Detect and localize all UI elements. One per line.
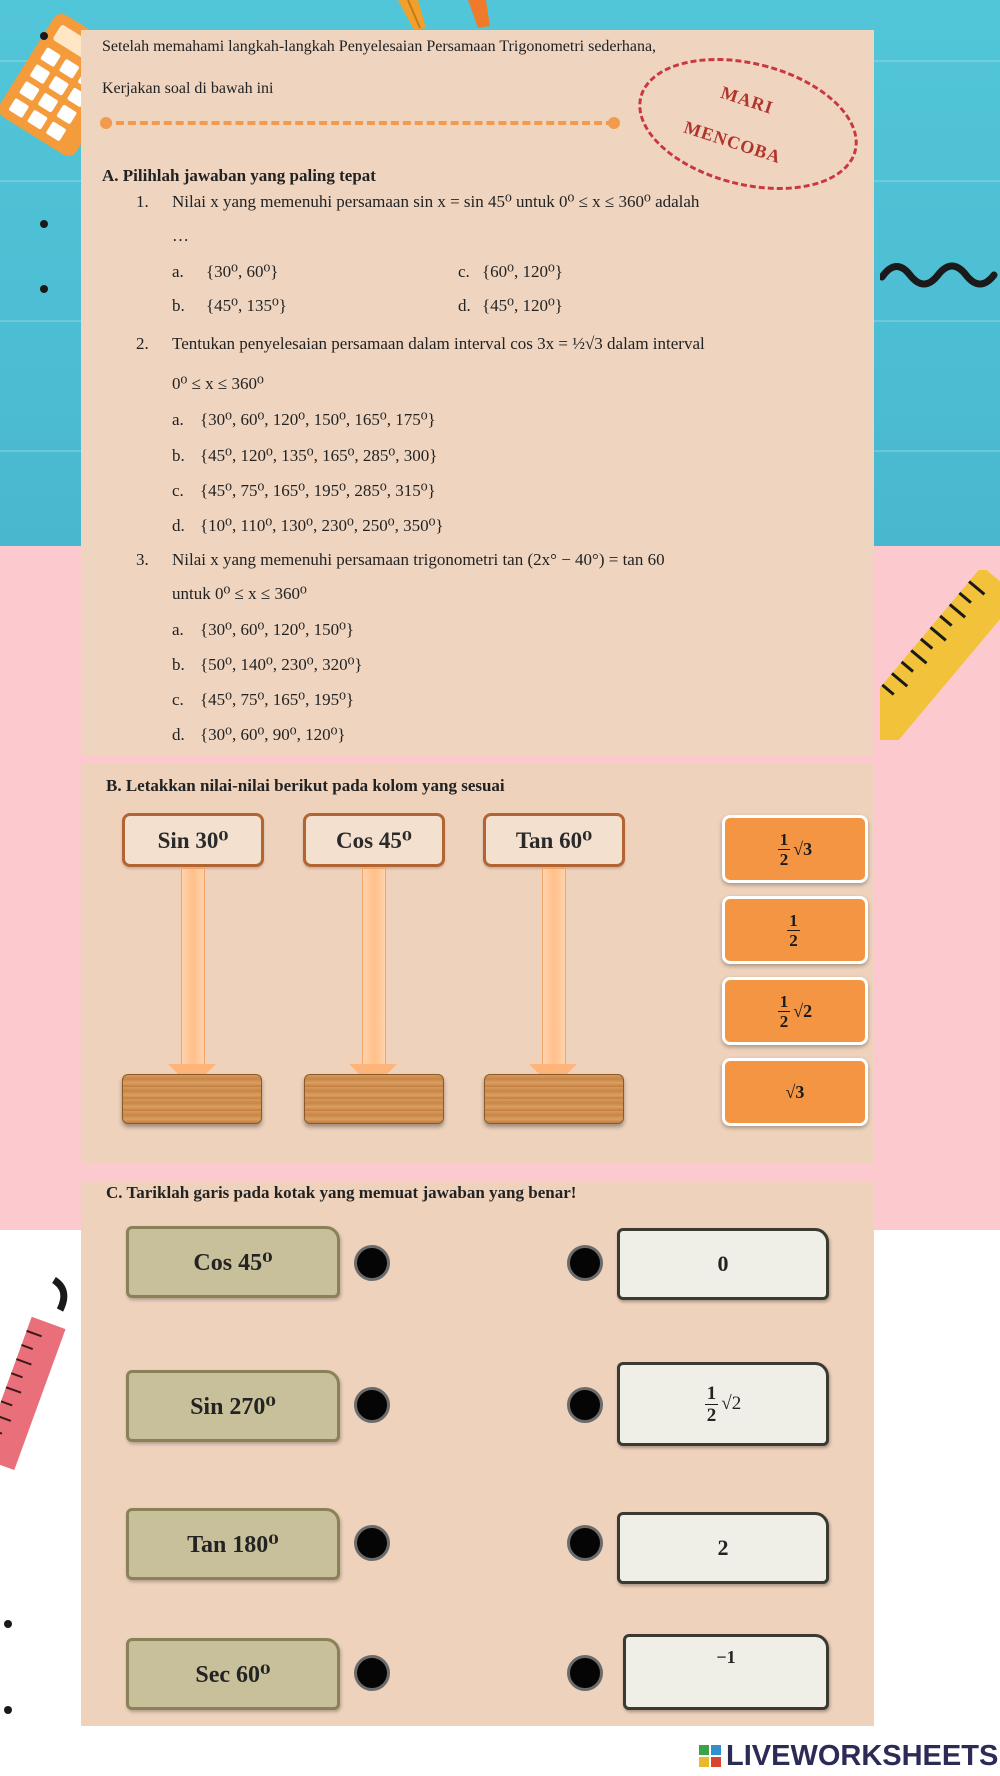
intro-line-1: Setelah memahami langkah-langkah Penyelesaian Persamaan Trigonometri sederhana,: [102, 38, 657, 55]
option-value[interactable]: {30⁰, 60⁰, 90⁰, 120⁰}: [200, 725, 346, 744]
arrow-shaft: [542, 868, 566, 1068]
question-text: Tentukan penyelesaian persamaan dalam interval cos 3x = ½√3 dalam interval: [172, 334, 705, 353]
connector-dot-right[interactable]: [567, 1655, 603, 1691]
option-letter[interactable]: d.: [172, 725, 185, 744]
question-text: Nilai x yang memenuhi persamaan trigonometri tan (2x° − 40°) = tan 60: [172, 550, 665, 569]
match-right-2: [617, 1512, 829, 1584]
option-value[interactable]: {45⁰, 120⁰, 135⁰, 165⁰, 285⁰, 300}: [200, 446, 438, 465]
drag-tile-half[interactable]: [722, 896, 868, 964]
arrow-shaft: [181, 868, 205, 1068]
match-right-minus-1: [623, 1634, 829, 1710]
label-sin-30: Sin 30⁰: [122, 813, 264, 867]
fraction: $\frac{1}{2}$: [779, 991, 789, 1031]
option-letter[interactable]: b.: [172, 446, 185, 465]
bullet-dot: [4, 1620, 12, 1628]
bullet-dot: [40, 220, 48, 228]
ruler-icon: [0, 1270, 70, 1470]
pencil-icon: [392, 0, 502, 30]
squiggle-icon: [880, 255, 1000, 295]
option-value[interactable]: {30⁰, 60⁰}: [206, 262, 279, 281]
label-tan-60: Tan 60⁰: [483, 813, 625, 867]
tile-suffix: √3: [793, 838, 813, 859]
section-a-heading: A. Pilihlah jawaban yang paling tepat: [102, 166, 376, 185]
bullet-dot: [40, 32, 48, 40]
option-value[interactable]: {60⁰, 120⁰}: [482, 262, 563, 281]
dashed-divider: [104, 121, 614, 125]
match-left-cos-45: Cos 45⁰: [126, 1226, 340, 1298]
tile-suffix: √3: [785, 1081, 805, 1102]
badge-line-1: MARI: [718, 82, 776, 118]
liveworksheets-logo-icon: [699, 1745, 721, 1767]
answer-text: −1: [716, 1647, 736, 1667]
liveworksheets-brand: LIVEWORKSHEETS: [726, 1740, 999, 1772]
option-value[interactable]: {45⁰, 135⁰}: [206, 296, 287, 315]
badge-line-2: MENCOBA: [681, 116, 784, 168]
answer-text: √2: [721, 1393, 742, 1414]
option-value[interactable]: {30⁰, 60⁰, 120⁰, 150⁰, 165⁰, 175⁰}: [200, 410, 436, 429]
drop-zone-sin-30[interactable]: [122, 1074, 262, 1124]
option-letter[interactable]: c.: [172, 690, 184, 709]
bullet-dot: [40, 285, 48, 293]
option-value[interactable]: {45⁰, 75⁰, 165⁰, 195⁰}: [200, 690, 355, 709]
question-text-cont: …: [172, 226, 189, 245]
option-value[interactable]: {30⁰, 60⁰, 120⁰, 150⁰}: [200, 620, 355, 639]
question-text-cont: untuk 0⁰ ≤ x ≤ 360⁰: [172, 584, 307, 603]
question-text-cont: 0⁰ ≤ x ≤ 360⁰: [172, 374, 264, 393]
option-letter[interactable]: a.: [172, 410, 184, 429]
tile-suffix: √2: [793, 1000, 813, 1021]
connector-dot-right[interactable]: [567, 1387, 603, 1423]
connector-dot-right[interactable]: [567, 1245, 603, 1281]
drag-tile-half-root3[interactable]: [722, 815, 868, 883]
section-c-heading: C. Tariklah garis pada kotak yang memuat jawaban yang benar!: [106, 1183, 577, 1202]
option-letter[interactable]: a.: [172, 620, 184, 639]
option-value[interactable]: {45⁰, 75⁰, 165⁰, 195⁰, 285⁰, 315⁰}: [200, 481, 436, 500]
arrow-shaft: [362, 868, 386, 1068]
question-number: 2.: [136, 334, 149, 353]
option-letter[interactable]: b.: [172, 296, 185, 315]
divider-dot: [608, 117, 620, 129]
match-left-tan-180: Tan 180⁰: [126, 1508, 340, 1580]
match-right-0: [617, 1228, 829, 1300]
drag-tile-half-root2[interactable]: [722, 977, 868, 1045]
drop-zone-cos-45[interactable]: [304, 1074, 444, 1124]
label-cos-45: Cos 45⁰: [303, 813, 445, 867]
divider-dot: [100, 117, 112, 129]
connector-dot-left[interactable]: [354, 1655, 390, 1691]
fraction: $\frac{1}{2}$: [789, 910, 798, 950]
drop-zone-tan-60[interactable]: [484, 1074, 624, 1124]
question-number: 3.: [136, 550, 149, 569]
option-value[interactable]: {10⁰, 110⁰, 130⁰, 230⁰, 250⁰, 350⁰}: [200, 516, 444, 535]
fraction: $\frac{1}{2}$: [779, 829, 789, 869]
answer-text: 0: [717, 1251, 729, 1276]
section-b-heading: B. Letakkan nilai-nilai berikut pada kolom yang sesuai: [106, 776, 505, 795]
drag-tile-root3[interactable]: [722, 1058, 868, 1126]
option-letter[interactable]: d.: [172, 516, 185, 535]
connector-dot-left[interactable]: [354, 1245, 390, 1281]
option-letter[interactable]: d.: [458, 296, 471, 315]
fraction: $\frac{1}{2}$: [706, 1382, 717, 1426]
match-right-half-root2: [617, 1362, 829, 1446]
option-letter[interactable]: a.: [172, 262, 184, 281]
option-value[interactable]: {45⁰, 120⁰}: [482, 296, 563, 315]
answer-text: 2: [717, 1535, 729, 1560]
connector-dot-right[interactable]: [567, 1525, 603, 1561]
ruler-icon: [880, 570, 1000, 740]
option-value[interactable]: {50⁰, 140⁰, 230⁰, 320⁰}: [200, 655, 363, 674]
match-left-sec-60: Sec 60⁰: [126, 1638, 340, 1710]
bullet-dot: [4, 1706, 12, 1714]
connector-dot-left[interactable]: [354, 1525, 390, 1561]
connector-dot-left[interactable]: [354, 1387, 390, 1423]
option-letter[interactable]: c.: [172, 481, 184, 500]
match-left-sin-270: Sin 270⁰: [126, 1370, 340, 1442]
option-letter[interactable]: c.: [458, 262, 470, 281]
option-letter[interactable]: b.: [172, 655, 185, 674]
intro-line-2: Kerjakan soal di bawah ini: [102, 80, 274, 97]
question-number: 1.: [136, 192, 149, 211]
question-text: Nilai x yang memenuhi persamaan sin x = sin 45⁰ untuk 0⁰ ≤ x ≤ 360⁰ adalah: [172, 192, 700, 211]
